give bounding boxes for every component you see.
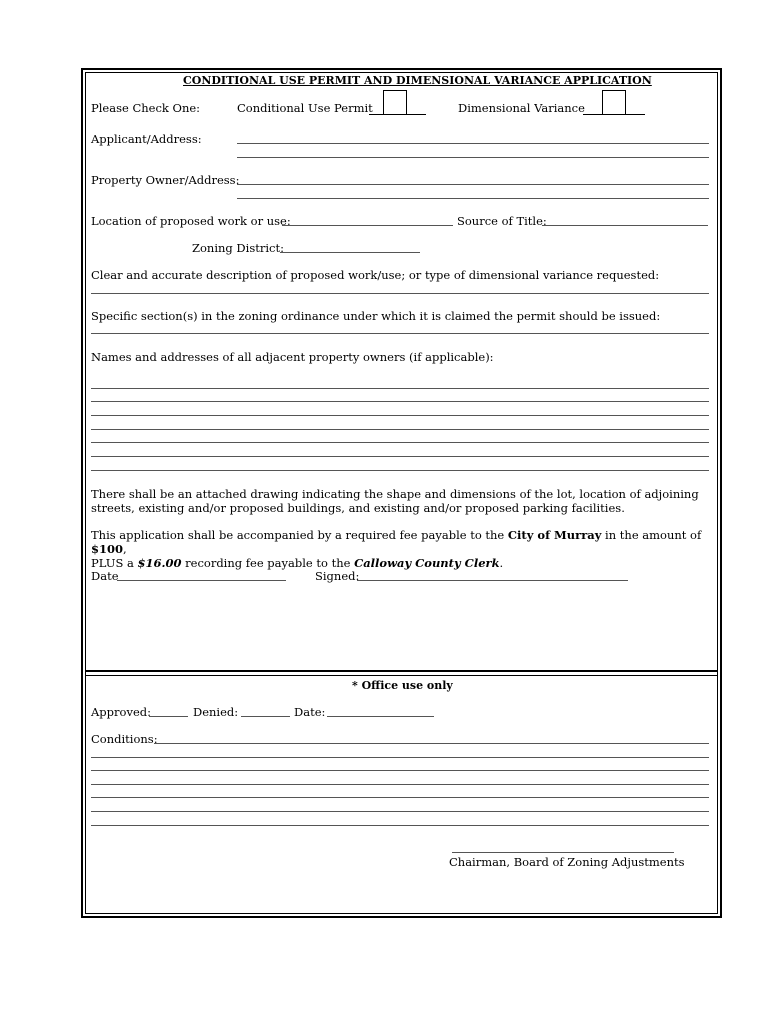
conditions-line-6[interactable] [91,811,709,812]
chairman-label: Chairman, Board of Zoning Adjustments [449,855,685,869]
fee-text-3: , [123,542,127,556]
source-label: Source of Title: [457,214,547,228]
conditional-use-checkbox[interactable] [383,90,407,115]
fee-plus: PLUS a [91,556,138,570]
fee-clerk: Calloway County Clerk [354,556,500,570]
owner-line-1[interactable] [237,184,709,185]
description-line[interactable] [91,293,709,294]
conditional-use-label: Conditional Use Permit [237,101,373,115]
signed-label: Signed: [315,569,360,583]
sections-label: Specific section(s) in the zoning ordinance under which it is claimed the permit should be issued: [91,309,661,323]
adjacent-line-3[interactable] [91,415,709,416]
owner-label: Property Owner/Address: [91,173,240,187]
adjacent-line-2[interactable] [91,401,709,402]
fee-recording: $16.00 [137,556,182,570]
dimensional-variance-label: Dimensional Variance [458,101,585,115]
zoning-label: Zoning District: [192,241,284,255]
conditions-label: Conditions: [91,732,158,746]
zoning-line[interactable] [280,252,420,253]
description-label: Clear and accurate description of proposed work/use; or type of dimensional variance requested: [91,268,660,282]
date-line[interactable] [117,580,286,581]
sections-line[interactable] [91,333,709,334]
conditions-line-3[interactable] [91,770,709,771]
chairman-line[interactable] [452,852,674,853]
check-one-label: Please Check One: [91,101,201,115]
approved-line[interactable] [149,716,188,717]
applicant-line-1[interactable] [237,143,709,144]
section-divider [85,670,717,672]
location-label: Location of proposed work or use: [91,214,291,228]
office-date-label: Date: [294,705,326,719]
dimensional-variance-checkbox[interactable] [602,90,626,115]
form-title: CONDITIONAL USE PERMIT AND DIMENSIONAL VARIANCE APPLICATION [183,74,652,87]
denied-label: Denied: [193,705,239,719]
location-line[interactable] [282,225,453,226]
fee-note [91,528,713,570]
applicant-line-2[interactable] [237,157,709,158]
adjacent-line-7[interactable] [91,470,709,471]
fee-city: City of Murray [507,528,602,542]
adjacent-line-1[interactable] [91,388,709,389]
adjacent-line-6[interactable] [91,456,709,457]
conditions-line-2[interactable] [91,757,709,758]
office-date-line[interactable] [327,716,434,717]
date-label: Date [91,569,119,583]
conditions-line-5[interactable] [91,797,709,798]
fee-amount: $100 [91,542,124,556]
signed-line[interactable] [357,580,628,581]
fee-text-5: . [499,556,504,570]
fee-text-4: recording fee payable to the [181,556,355,570]
denied-line[interactable] [241,716,290,717]
conditions-line-7[interactable] [91,825,709,826]
adjacent-line-5[interactable] [91,442,709,443]
source-line[interactable] [542,225,708,226]
conditions-line-4[interactable] [91,784,709,785]
fee-text-1: This application shall be accompanied by a required fee payable to the [91,528,508,542]
owner-line-2[interactable] [237,198,709,199]
adjacent-label: Names and addresses of all adjacent property owners (if applicable): [91,350,494,364]
drawing-note: There shall be an attached drawing indicating the shape and dimensions of the lot, location of adjoining streets, existing and/or proposed buildings, and existing and/or proposed parking facilities. [91,487,699,515]
adjacent-line-4[interactable] [91,429,709,430]
applicant-label: Applicant/Address: [91,132,202,146]
approved-label: Approved: [91,705,151,719]
conditions-line-1[interactable] [154,743,709,744]
office-heading: * Office use only [352,679,453,692]
section-divider-inner [85,675,717,676]
fee-text-2: in the amount of [601,528,702,542]
